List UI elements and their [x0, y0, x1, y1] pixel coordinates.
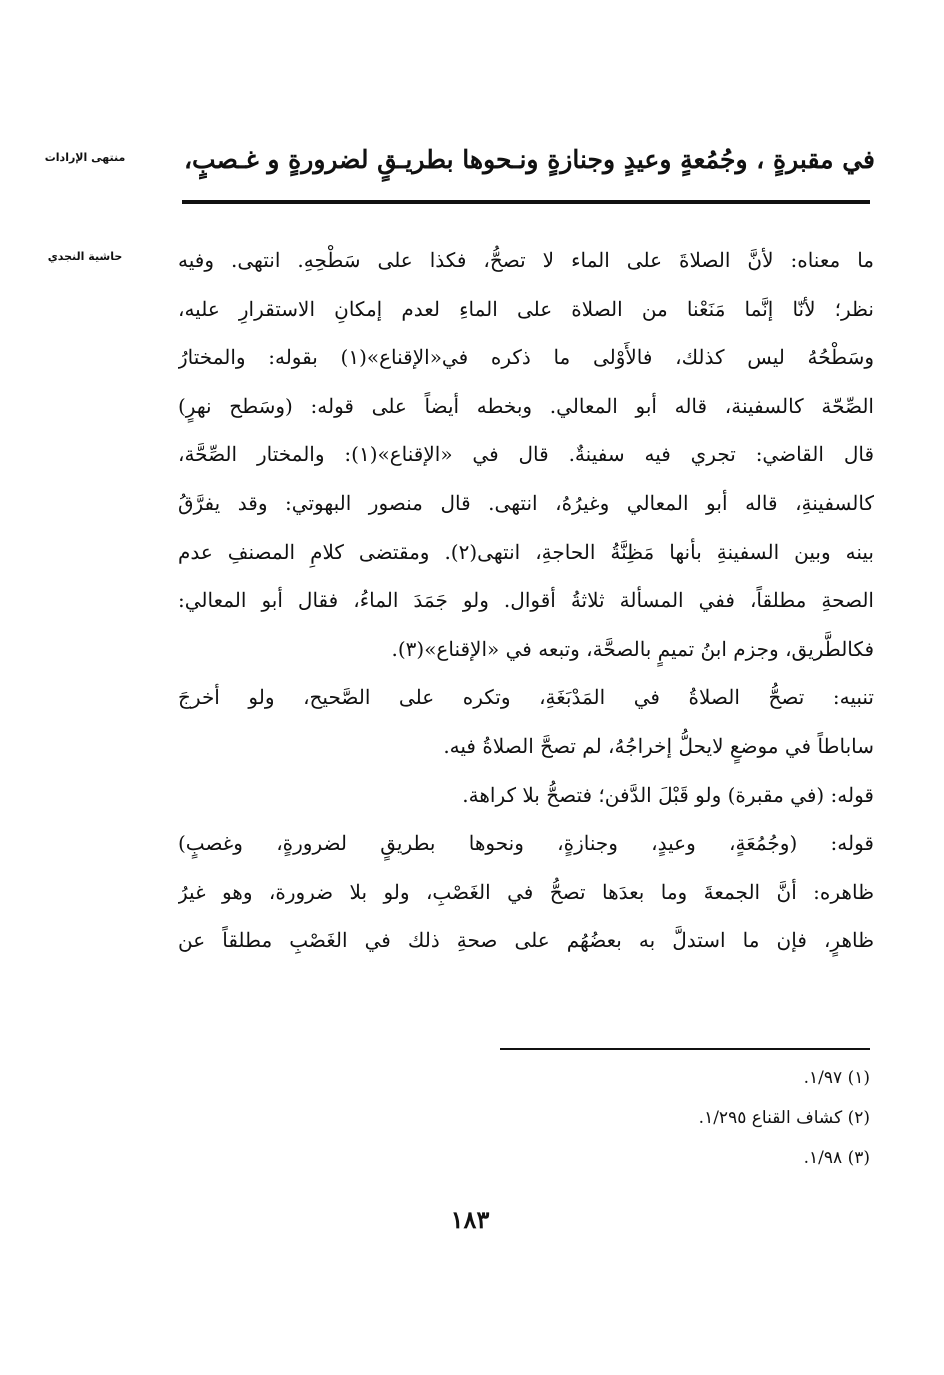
body-line: فكالطَّريق، وجزم ابنُ تميمٍ بالصحَّة، وتبعه في «الإقناع»(٣). — [391, 636, 874, 661]
footnote-divider — [500, 1048, 870, 1050]
footnote: (١) ١/٩٧. — [803, 1068, 870, 1088]
body-line: كالسفينةِ، قاله أبو المعالي وغيرُهُ، انتهى. قال منصور البهوتي: وقد يفرَّقُ — [178, 490, 874, 515]
side-label-muntaha: منتهى الإرادات — [44, 151, 126, 164]
matn-text: في مقبرةٍ ، وجُمُعةٍ وعيدٍ وجنازةٍ ونـحوها بطريـقٍ لضرورةٍ و غـصبٍ، — [183, 145, 875, 174]
footnote: (٢) كشاف القناع ١/٢٩٥. — [698, 1108, 870, 1128]
body-line: وسَطْحُهُ ليس كذلك، فالأَوْلى ما ذكره في«الإقناع»(١) بقوله: والمختارُ — [178, 345, 874, 370]
footnotes — [500, 1058, 870, 1178]
footnote: (٣) ١/٩٨. — [803, 1148, 870, 1168]
matn-divider — [182, 200, 870, 204]
commentary-body — [178, 236, 874, 965]
side-label-hashiya: حاشية النجدي — [47, 250, 123, 263]
body-line: ما معناه: لأنَّ الصلاةَ على الماء لا تصحُّ، فكذا على سَطْحِهِ. انتهى. وفيه — [178, 248, 874, 272]
body-line: ساباطاً في موضعٍ لايحلُّ إخراجُهُ، لم تصحَّ الصلاةُ فيه. — [443, 733, 874, 758]
body-line: الصحةِ مطلقاً، ففي المسألة ثلاثةُ أقوال. ولو جَمَدَ الماءُ، فقال أبو المعالي: — [178, 588, 874, 613]
body-line: قوله: (وجُمُعَةٍ، وعيدٍ، وجنازةٍ، ونحوها بطريقٍ لضرورةٍ، وغصبٍ) — [178, 831, 874, 856]
body-line: قوله: (في مقبرة) ولو قَبْلَ الدَّفن؛ فتصحُّ بلا كراهة. — [462, 782, 874, 807]
body-line: بينه وبين السفينةِ بأنها مَظِنَّةُ الحاجةِ، انتهى(٢). ومقتضى كلامِ المصنفِ عدم — [178, 539, 874, 564]
body-line: تنبيه: تصحُّ الصلاةُ في المَدْبَغَةِ، وتكره على الصَّحيح، ولو أخرجَ — [178, 685, 874, 710]
body-line: ظاهرٍ، فإن ما استدلَّ به بعضُهُم على صحةِ ذلك في الغَصْبِ مطلقاً عن — [178, 928, 874, 953]
body-line: ظاهره: أنَّ الجمعةَ وما بعدَها تصحُّ في الغَصْبِ، ولو بلا ضرورة، وهو غيرُ — [178, 879, 874, 904]
page-number: ١٨٣ — [450, 1205, 490, 1234]
body-line: الصِّحّة كالسفينة، قاله أبو المعالي. وبخطه أيضاً على قوله: (وسَطح نهرٍ) — [178, 393, 874, 418]
body-line: قال القاضي: تجري فيه سفينةٌ. قال في «الإقناع»(١): والمختار الصِّحَّة، — [178, 442, 874, 467]
body-line: نظر؛ لأنّا إنَّما مَنَعْنا من الصلاة على الماءِ لعدم إمكانِ الاستقرارِ عليه، — [178, 296, 874, 321]
